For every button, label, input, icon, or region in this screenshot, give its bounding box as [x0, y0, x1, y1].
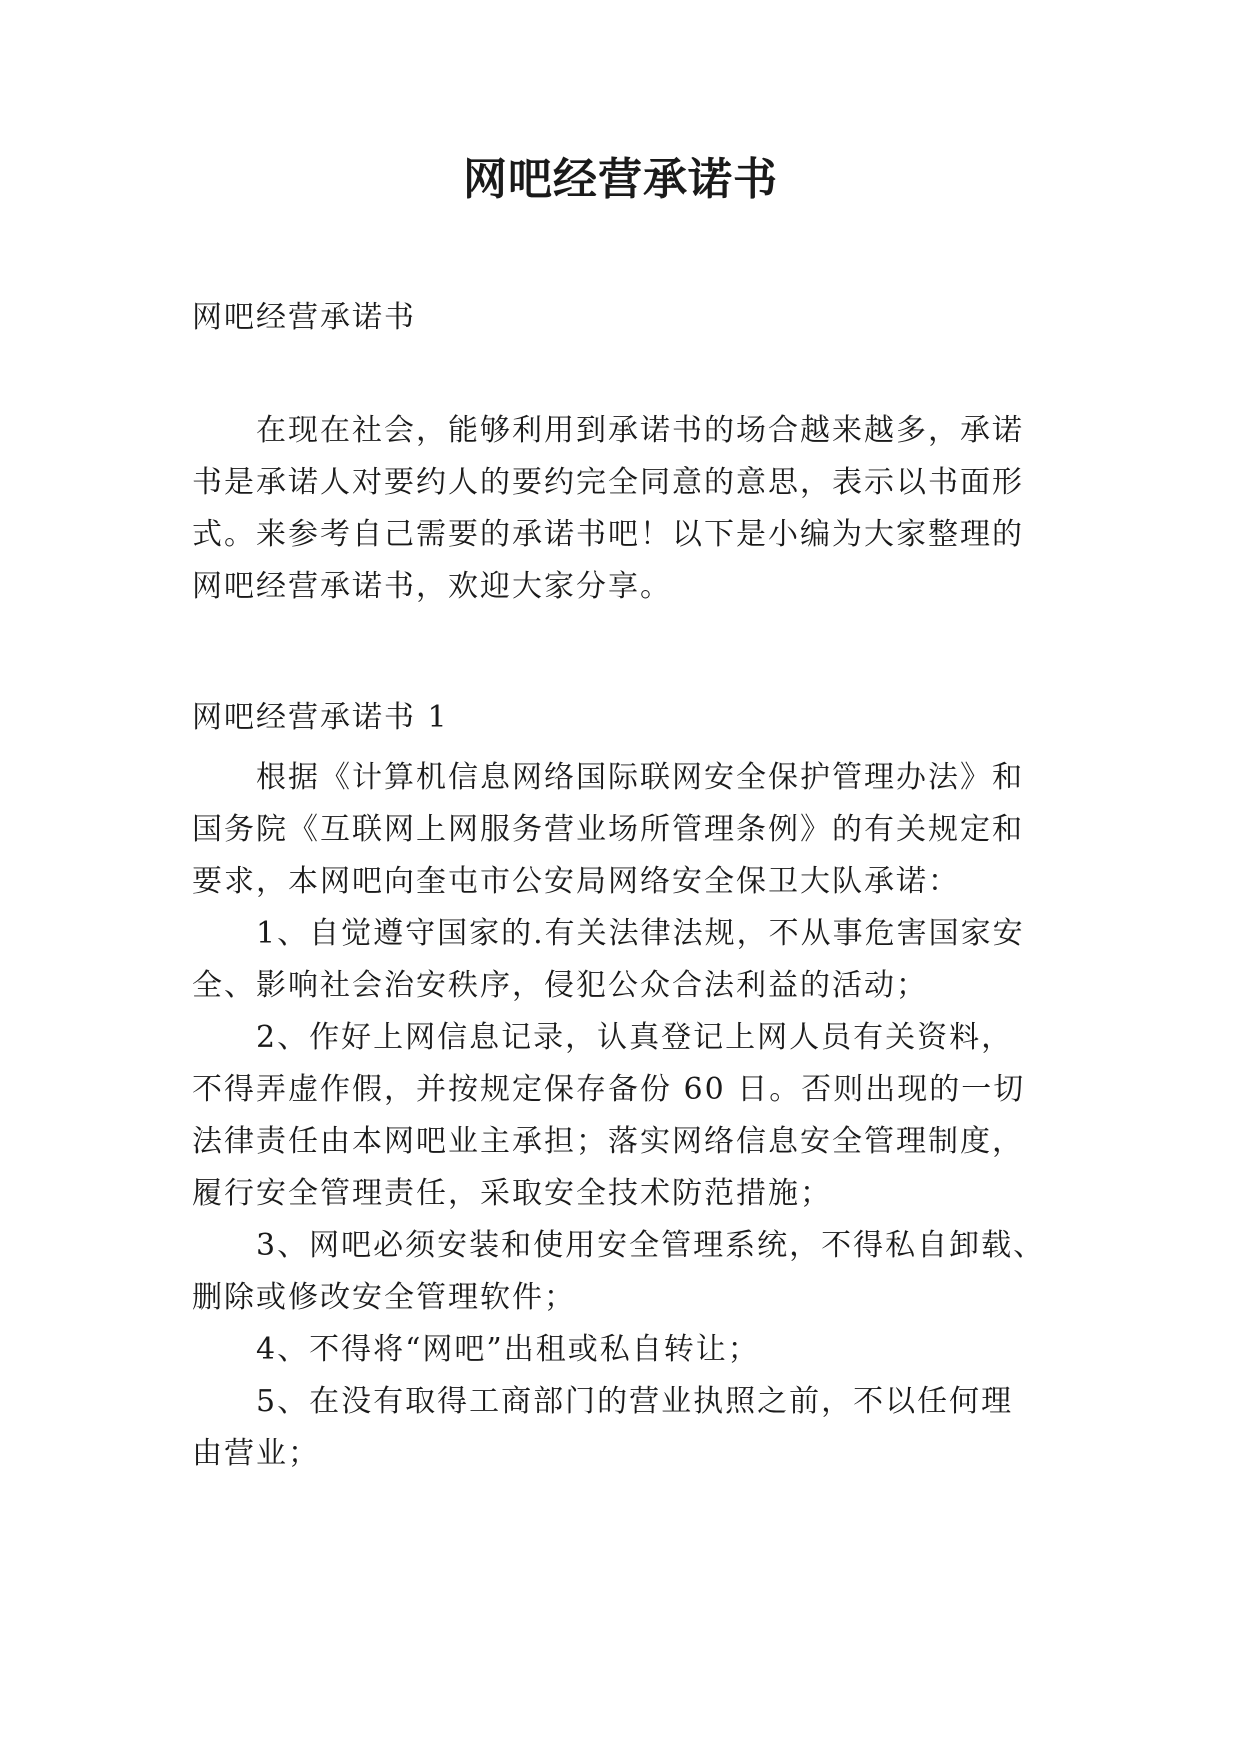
body-line: 由营业；: [192, 1436, 320, 1471]
intro-line: 网吧经营承诺书，欢迎大家分享。: [192, 569, 672, 604]
document-subtitle: 网吧经营承诺书: [192, 300, 416, 335]
body-line: 国务院《互联网上网服务营业场所管理条例》的有关规定和: [192, 812, 1024, 847]
body-line: 全、影响社会治安秩序，侵犯公众合法利益的活动；: [192, 968, 928, 1003]
commitment-item-2: 2、作好上网信息记录，认真登记上网人员有关资料，: [256, 1020, 1014, 1055]
intro-paragraph: [192, 405, 1057, 613]
intro-line: 在现在社会，能够利用到承诺书的场合越来越多，承诺: [256, 413, 1024, 448]
commitment-item-4: 4、不得将“网吧”出租或私自转让；: [256, 1332, 760, 1367]
body-line: 根据《计算机信息网络国际联网安全保护管理办法》和: [256, 760, 1024, 795]
intro-line: 书是承诺人对要约人的要约完全同意的意思，表示以书面形: [192, 465, 1024, 500]
body-line: 履行安全管理责任，采取安全技术防范措施；: [192, 1176, 832, 1211]
commitment-item-3: 3、网吧必须安装和使用安全管理系统，不得私自卸载、: [256, 1228, 1046, 1263]
commitment-item-1: 1、自觉遵守国家的.有关法律法规，不从事危害国家安: [256, 916, 1025, 951]
commitment-item-5: 5、在没有取得工商部门的营业执照之前，不以任何理: [256, 1384, 1014, 1419]
intro-line: 式。来参考自己需要的承诺书吧！以下是小编为大家整理的: [192, 517, 1024, 552]
body-line: 不得弄虚作假，并按规定保存备份 60 日。否则出现的一切: [192, 1072, 1026, 1107]
body-line: 法律责任由本网吧业主承担；落实网络信息安全管理制度，: [192, 1124, 1024, 1159]
commitment-body: [192, 752, 1057, 1480]
section-heading: 网吧经营承诺书 1: [192, 700, 449, 735]
body-line: 删除或修改安全管理软件；: [192, 1280, 576, 1315]
body-line: 要求，本网吧向奎屯市公安局网络安全保卫大队承诺：: [192, 864, 960, 899]
document-title: 网吧经营承诺书: [463, 154, 778, 205]
